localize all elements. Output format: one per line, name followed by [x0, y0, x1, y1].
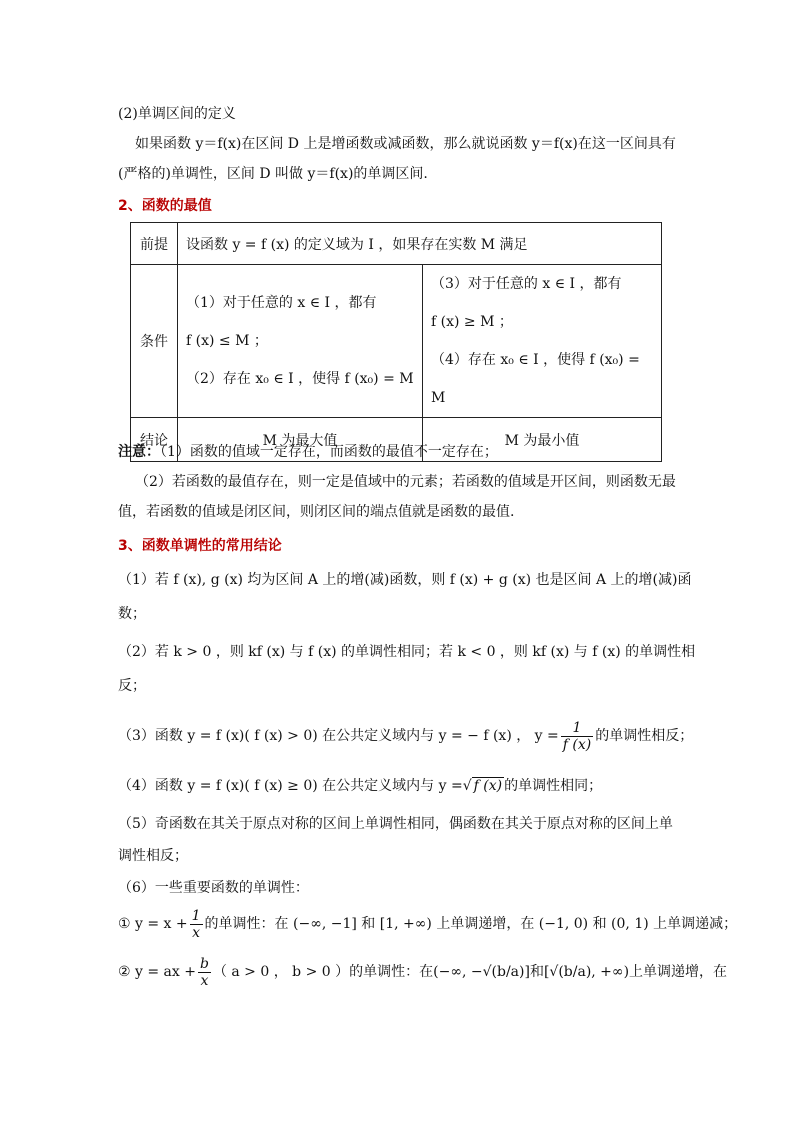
important-1: [118, 904, 738, 944]
cond-left-3: （2）存在 x₀ ∈ I ，使得 f (x₀) = M: [186, 371, 414, 387]
conclusion-3: [118, 716, 694, 756]
mono-interval-def-line2: (严格的)单调性，区间 D 叫做 y＝f(x)的单调区间.: [118, 166, 428, 182]
i2-post: 上单调递增，在: [629, 964, 728, 980]
conclusion-min: M 为最小值: [423, 418, 662, 462]
c3-pre: （3）函数 y = f (x)( f (x) > 0) 在公共定义域内与 y = − f (x) ， y =: [118, 728, 559, 744]
i2-pre: ② y = ax +: [118, 964, 196, 980]
c3-post: 的单调性相反；: [595, 728, 694, 744]
extreme-heading: 2、函数的最值: [118, 198, 212, 214]
i2-interval2: [√(b/a), +∞): [543, 964, 630, 980]
i2-numerator: b: [199, 955, 209, 972]
important-2: [118, 952, 728, 992]
cond-right-1: （3）对于任意的 x ∈ I ，都有: [431, 276, 622, 292]
conclusion-label: 结论: [131, 418, 178, 462]
i2-mid: （ a > 0 ， b > 0 ）的单调性：在: [212, 964, 434, 980]
c4-sqrt: f (x): [473, 778, 503, 794]
note-text2b: 值，若函数的值域是闭区间，则闭区间的端点值就是函数的最值.: [118, 504, 515, 520]
condition-left-cell: [178, 265, 423, 418]
conclusion-5b: 调性相反；: [118, 848, 188, 864]
condition-label: 条件: [131, 265, 178, 418]
note-line1: [118, 442, 688, 462]
mono-interval-def-line1: 如果函数 y＝f(x)在区间 D 上是增函数或减函数，那么就说函数 y＝f(x)在这一区间具有: [135, 136, 676, 152]
i1-pre: ① y = x +: [118, 916, 188, 932]
premise-text: 设函数 y = f (x) 的定义域为 I ，如果存在实数 M 满足: [178, 223, 662, 265]
cond-left-2: f (x) ≤ M ；: [186, 333, 268, 349]
conclusion-2b: 反；: [118, 678, 146, 694]
condition-right-cell: [423, 265, 662, 418]
i1-fraction: [190, 908, 203, 941]
premise-row: [131, 223, 662, 265]
conclusion-4: （4）函数 y = f (x)( f (x) ≥ 0) 在公共定义域内与 y =√ f (x) 的单调性相同；: [118, 778, 603, 794]
c4-post: 的单调性相同；: [504, 778, 603, 794]
note-text1: （1）函数的值域一定存在，而函数的最值不一定存在；: [160, 444, 498, 460]
c3-numerator: 1: [561, 720, 593, 737]
cond-right-3: （4）存在 x₀ ∈ I ，使得 f (x₀) = M: [431, 352, 640, 406]
premise-label: 前提: [131, 223, 178, 265]
conclusion-1b: 数；: [118, 606, 146, 622]
conclusion-max: M 为最大值: [178, 418, 423, 462]
i2-denominator: x: [200, 972, 209, 989]
i1-denominator: x: [192, 924, 201, 941]
note-text2a: （2）若函数的最值存在，则一定是值域中的元素；若函数的值域是开区间，则函数无最: [135, 474, 676, 490]
condition-row: [131, 265, 662, 418]
conclusion-2a: （2）若 k > 0 ，则 kf (x) 与 f (x) 的单调性相同；若 k < 0 ，则 kf (x) 与 f (x) 的单调性相: [118, 644, 696, 660]
conclusion-1a: （1）若 f (x), g (x) 均为区间 A 上的增(减)函数，则 f (x) + g (x) 也是区间 A 上的增(减)函: [118, 572, 692, 588]
c3-denominator: f (x): [562, 736, 592, 753]
c3-fraction: [561, 720, 593, 753]
cond-right-2: f (x) ≥ M ；: [431, 314, 513, 330]
conclusion-5a: （5）奇函数在其关于原点对称的区间上单调性相同，偶函数在其关于原点对称的区间上单: [118, 816, 673, 832]
note-label: 注意：: [118, 444, 160, 460]
i2-interval1: (−∞, −√(b/a)]: [433, 964, 530, 980]
i2-fraction: [198, 956, 211, 989]
i1-numerator: 1: [191, 907, 201, 924]
i1-post: 的单调性：在 (−∞, −1] 和 [1, +∞) 上单调递增，在 (−1, 0) 和 (0, 1) 上单调递减；: [204, 916, 738, 932]
c4-pre: （4）函数 y = f (x)( f (x) ≥ 0) 在公共定义域内与 y =: [118, 778, 463, 794]
extreme-value-table: [130, 222, 662, 462]
conclusions-heading: 3、函数单调性的常用结论: [118, 538, 282, 554]
cond-left-1: （1）对于任意的 x ∈ I ，都有: [186, 295, 377, 311]
i2-and: 和: [529, 964, 544, 980]
conclusion-6: （6）一些重要函数的单调性：: [118, 880, 309, 896]
mono-interval-heading: (2)单调区间的定义: [118, 106, 236, 122]
